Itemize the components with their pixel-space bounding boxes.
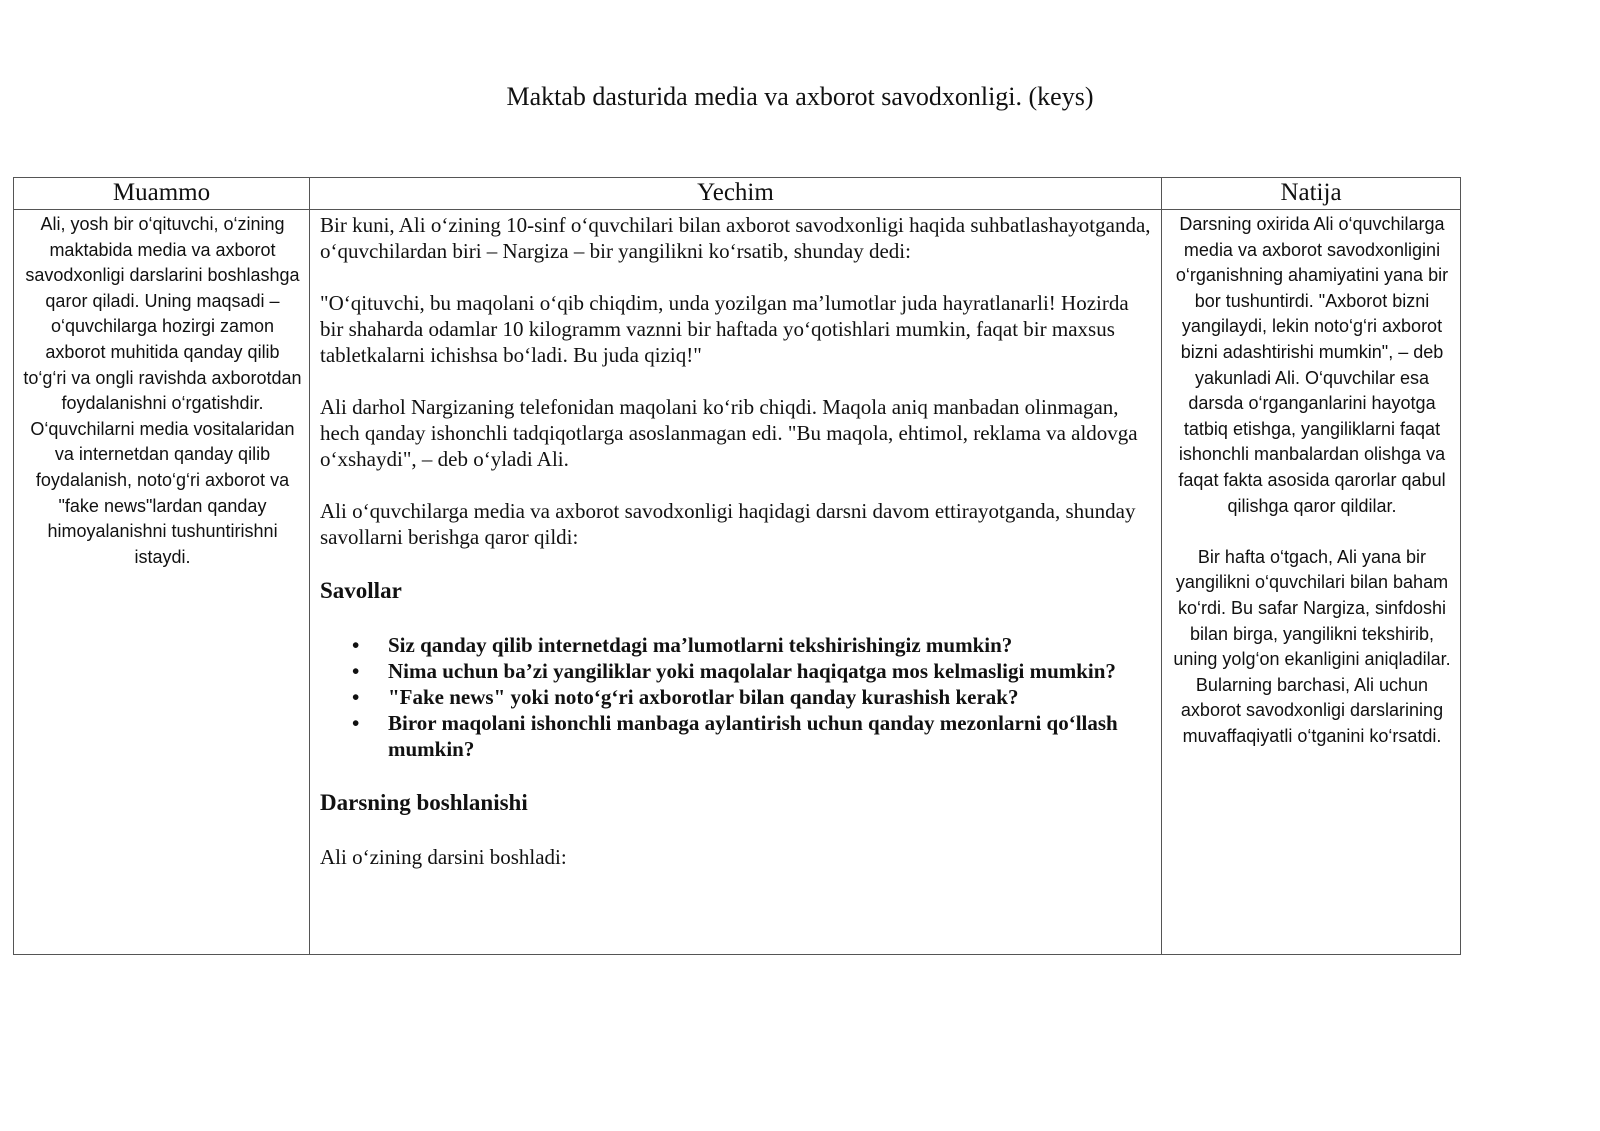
page-title: Maktab dasturida media va axborot savodxonligi. (keys) (506, 82, 1094, 111)
questions-list (320, 632, 1151, 762)
list-item: • Siz qanday qilib internetdagi ma’lumotlarni tekshirishingiz mumkin? (388, 632, 1151, 658)
case-table (13, 177, 1461, 955)
yechim-paragraph-1: Bir kuni, Ali o‘zining 10-sinf o‘quvchilari bilan axborot savodxonligi haqida suhbatlashayotganda, o‘quvchilardan biri – Nargiza – bir yangilikni ko‘rsatib, shunday dedi: (320, 213, 1151, 263)
yechim-paragraph-3: Ali darhol Nargizaning telefonidan maqolani ko‘rib chiqdi. Maqola aniq manbadan olinmagan, hech qanday ishonchli tadqiqotlarga asoslanmagan edi. "Bu maqola, ehtimol, reklama va aldovga o‘xshaydi", – deb o‘yladi Ali. (320, 395, 1138, 471)
lesson-start-text: Ali o‘zining darsini boshladi: (320, 845, 567, 869)
header-muammo: Muammo (14, 178, 310, 210)
list-item: • Biror maqolani ishonchli manbaga aylantirish uchun qanday mezonlarni qo‘llash mumkin? (388, 710, 1151, 762)
natija-cell (1162, 210, 1461, 955)
muammo-text: Ali, yosh bir o‘qituvchi, o‘zining maktabida media va axborot savodxonligi darslarini boshlashga qaror qiladi. Uning maqsadi – o‘quvchilarga hozirgi zamon axborot muhitida qanday qilib to‘g‘ri va ongli ravishda axborotdan foydalanishni o‘rgatishdir. O‘quvchilarni media vositalaridan va internetdan qanday qilib foydalanish, noto‘g‘ri axborot va "fake news"lardan qanday himoyalanishni tushuntirishni istaydi. (23, 214, 302, 567)
yechim-paragraph-2: "O‘qituvchi, bu maqolani o‘qib chiqdim, unda yozilgan ma’lumotlar juda hayratlanarli! Hozirda bir shaharda odamlar 10 kilogramm vaznni bir haftada yo‘qotishlari mumkin, faqat bir maxsus tabletkalarni ichishsa bo‘ladi. Bu juda qiziq!" (320, 291, 1129, 367)
questions-heading: Savollar (320, 578, 402, 603)
natija-paragraph-1: Darsning oxirida Ali o‘quvchilarga media va axborot savodxonligini o‘rganishning ahamiyatini yana bir bor tushuntirdi. "Axborot bizni yangilaydi, lekin noto‘g‘ri axborot bizni adashtirishi mumkin", – deb yakunladi Ali. O‘quvchilar esa darsda o‘rganganlarini hayotga tatbiq etishga, yangiliklarni faqat ishonchli manbalardan olishga va faqat fakta asosida qarorlar qabul qilishga qaror qildilar. (1175, 214, 1449, 516)
header-natija: Natija (1162, 178, 1461, 210)
natija-paragraph-2: Bir hafta o‘tgach, Ali yana bir yangilikni o‘quvchilari bilan baham ko‘rdi. Bu safar Nargiza, sinfdoshi bilan birga, yangilikni tekshirib, uning yolg‘on ekanligini aniqladilar. Bularning barchasi, Ali uchun axborot savodxonligi darslarining muvaffaqiyatli o‘tganini ko‘rsatdi. (1173, 546, 1451, 746)
table-row (14, 210, 1461, 955)
table-header-row (14, 178, 1461, 210)
yechim-paragraph-4: Ali o‘quvchilarga media va axborot savodxonligi haqidagi darsni davom ettirayotganda, shunday savollarni berishga qaror qildi: (320, 499, 1136, 549)
list-item: • "Fake news" yoki noto‘g‘ri axborotlar bilan qanday kurashish kerak? (388, 684, 1151, 710)
lesson-start-heading: Darsning boshlanishi (320, 790, 528, 815)
muammo-cell (14, 210, 310, 955)
list-item: • Nima uchun ba’zi yangiliklar yoki maqolalar haqiqatga mos kelmasligi mumkin? (388, 658, 1151, 684)
yechim-cell (310, 210, 1162, 955)
header-yechim: Yechim (310, 178, 1162, 210)
